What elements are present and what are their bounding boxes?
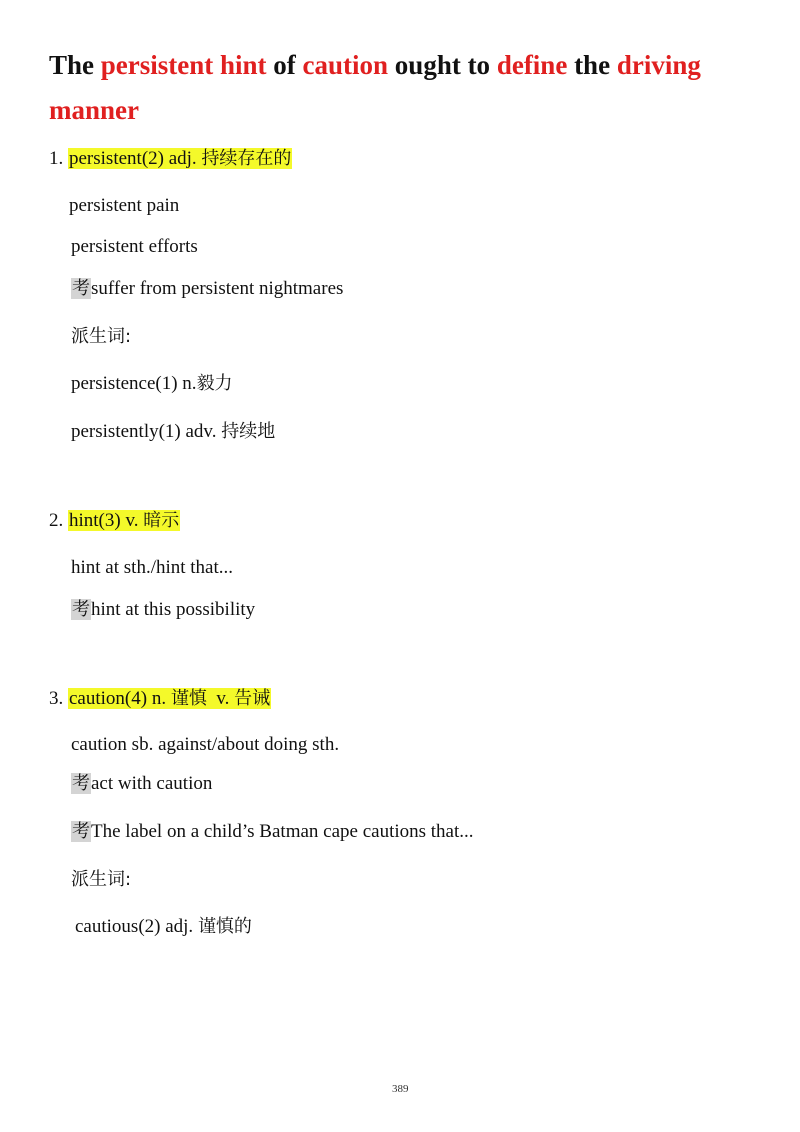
derived-word	[75, 914, 252, 940]
entry-3-heading	[49, 686, 271, 712]
entry-number: 2.	[49, 510, 64, 531]
entry-headword-highlight	[68, 148, 292, 169]
exam-marker: 考	[72, 599, 90, 620]
derived-term: cautious(2) adj.	[75, 916, 194, 937]
entry-gloss: 持续存在的	[201, 148, 292, 169]
example-text: caution sb. against/about doing sth.	[71, 734, 340, 755]
title-keyword: caution	[302, 50, 389, 80]
entry-headword-highlight	[68, 510, 180, 531]
example-text: persistent efforts	[71, 236, 198, 257]
example-text: suffer from persistent nightmares	[91, 278, 344, 299]
entry-number: 3.	[49, 688, 64, 709]
example-line	[71, 276, 343, 302]
entry-headword-highlight	[68, 688, 271, 709]
example-text: act with caution	[91, 773, 213, 794]
example-line	[71, 555, 233, 581]
title-seg: the	[567, 50, 617, 80]
page-title-line2: manner	[49, 95, 139, 125]
example-text: hint at this possibility	[91, 599, 256, 620]
entry-headword: hint(3) v.	[69, 510, 139, 531]
example-text: persistent pain	[69, 195, 180, 216]
entry-1-heading	[49, 146, 292, 172]
entry-gloss: 谨慎	[170, 688, 207, 709]
entry-gloss-2: 告诫	[234, 688, 271, 709]
example-line	[71, 771, 212, 797]
derived-label: 派生词:	[71, 326, 132, 347]
title-keyword: define	[496, 50, 568, 80]
derived-label: 派生词:	[71, 869, 132, 890]
entry-headword: persistent(2) adj.	[69, 148, 197, 169]
title-seg: of	[266, 50, 303, 80]
title-keyword: driving	[616, 50, 701, 80]
derived-term: persistence(1) n.	[71, 373, 197, 394]
example-text: The label on a child’s Batman cape cautions that...	[91, 821, 474, 842]
exam-marker: 考	[72, 821, 90, 842]
page-number: 389	[392, 1083, 409, 1095]
derived-term: persistently(1) adv.	[71, 421, 217, 442]
example-line	[71, 234, 198, 260]
derived-gloss: 谨慎的	[197, 916, 252, 937]
derived-gloss: 持续地	[221, 421, 276, 442]
title-seg: The	[49, 50, 101, 80]
entry-number: 1.	[49, 148, 64, 169]
title-keyword: persistent hint	[100, 50, 267, 80]
derived-word	[71, 371, 233, 397]
title-seg: ought to	[388, 50, 497, 80]
exam-marker: 考	[72, 278, 90, 299]
example-line	[69, 193, 179, 219]
derived-gloss: 毅力	[196, 373, 233, 394]
entry-headword-2: v.	[216, 688, 230, 709]
page-title	[49, 42, 701, 88]
entry-headword: caution(4) n.	[69, 688, 167, 709]
example-text: hint at sth./hint that...	[71, 557, 234, 578]
derived-word	[71, 419, 275, 445]
example-line	[71, 732, 339, 758]
entry-2-heading	[49, 508, 180, 534]
exam-marker: 考	[72, 773, 90, 794]
example-line	[71, 597, 255, 623]
entry-gloss: 暗示	[143, 510, 180, 531]
example-line	[71, 819, 474, 845]
